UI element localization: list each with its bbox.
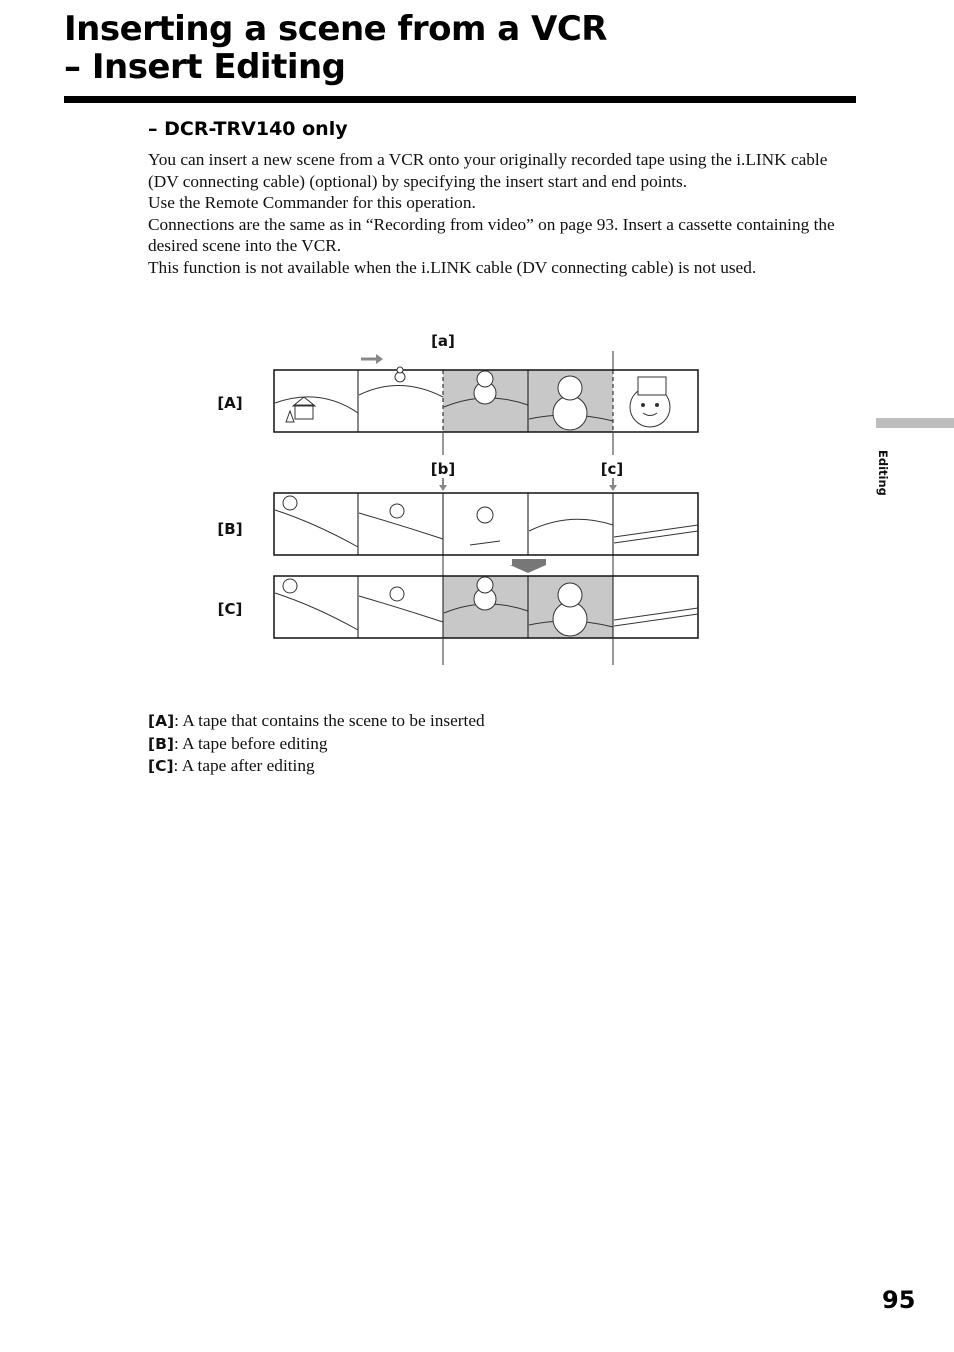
legend-key: [A]	[148, 712, 175, 730]
legend-key: [B]	[148, 734, 174, 753]
page-title	[64, 10, 607, 86]
paragraph: Use the Remote Commander for this operation.	[148, 193, 476, 212]
page-title-line-2: – Insert Editing	[64, 47, 346, 87]
row-label-a: [A]	[217, 394, 243, 412]
row-label-b: [B]	[217, 520, 243, 538]
edit-result-arrow-icon	[510, 559, 546, 573]
body-text	[148, 149, 848, 278]
title-rule	[64, 96, 856, 103]
tape-strip-c	[274, 576, 698, 638]
tape-strip-b	[274, 493, 698, 555]
section-subtitle: – DCR-TRV140 only	[148, 118, 348, 140]
page-number: 95	[882, 1286, 916, 1314]
paragraph: Connections are the same as in “Recording from video” on page 93. Insert a cassette containing the desired scene into the VCR.	[148, 214, 835, 255]
tape-strip-a	[274, 367, 698, 432]
insert-editing-diagram	[200, 325, 720, 670]
paragraph: This function is not available when the i.LINK cable (DV connecting cable) is not used.	[148, 257, 757, 277]
section-tab-marker	[876, 418, 954, 428]
point-label-c: [c]	[600, 460, 624, 478]
row-label-c: [C]	[217, 600, 243, 618]
play-direction-arrow-icon	[361, 354, 383, 364]
insert-end-arrow-icon	[609, 478, 617, 491]
point-label-a: [a]	[431, 332, 455, 350]
legend-item	[148, 710, 485, 733]
legend-item	[148, 755, 485, 778]
diagram-legend	[148, 710, 485, 778]
insert-start-arrow-icon	[439, 478, 447, 491]
page-title-line-1: Inserting a scene from a VCR	[64, 9, 607, 49]
section-tab-text: Editing	[876, 450, 890, 496]
legend-text: : A tape after editing	[173, 756, 315, 775]
point-label-b: [b]	[430, 460, 456, 478]
section-tab-label	[862, 440, 902, 500]
legend-item	[148, 733, 485, 756]
legend-key: [C]	[148, 757, 174, 775]
legend-text: : A tape that contains the scene to be inserted	[174, 711, 485, 730]
paragraph: You can insert a new scene from a VCR onto your originally recorded tape using the i.LINK cable (DV connecting cable) (optional) by specifying the insert start and end points.	[148, 150, 828, 191]
legend-text: : A tape before editing	[173, 733, 328, 753]
